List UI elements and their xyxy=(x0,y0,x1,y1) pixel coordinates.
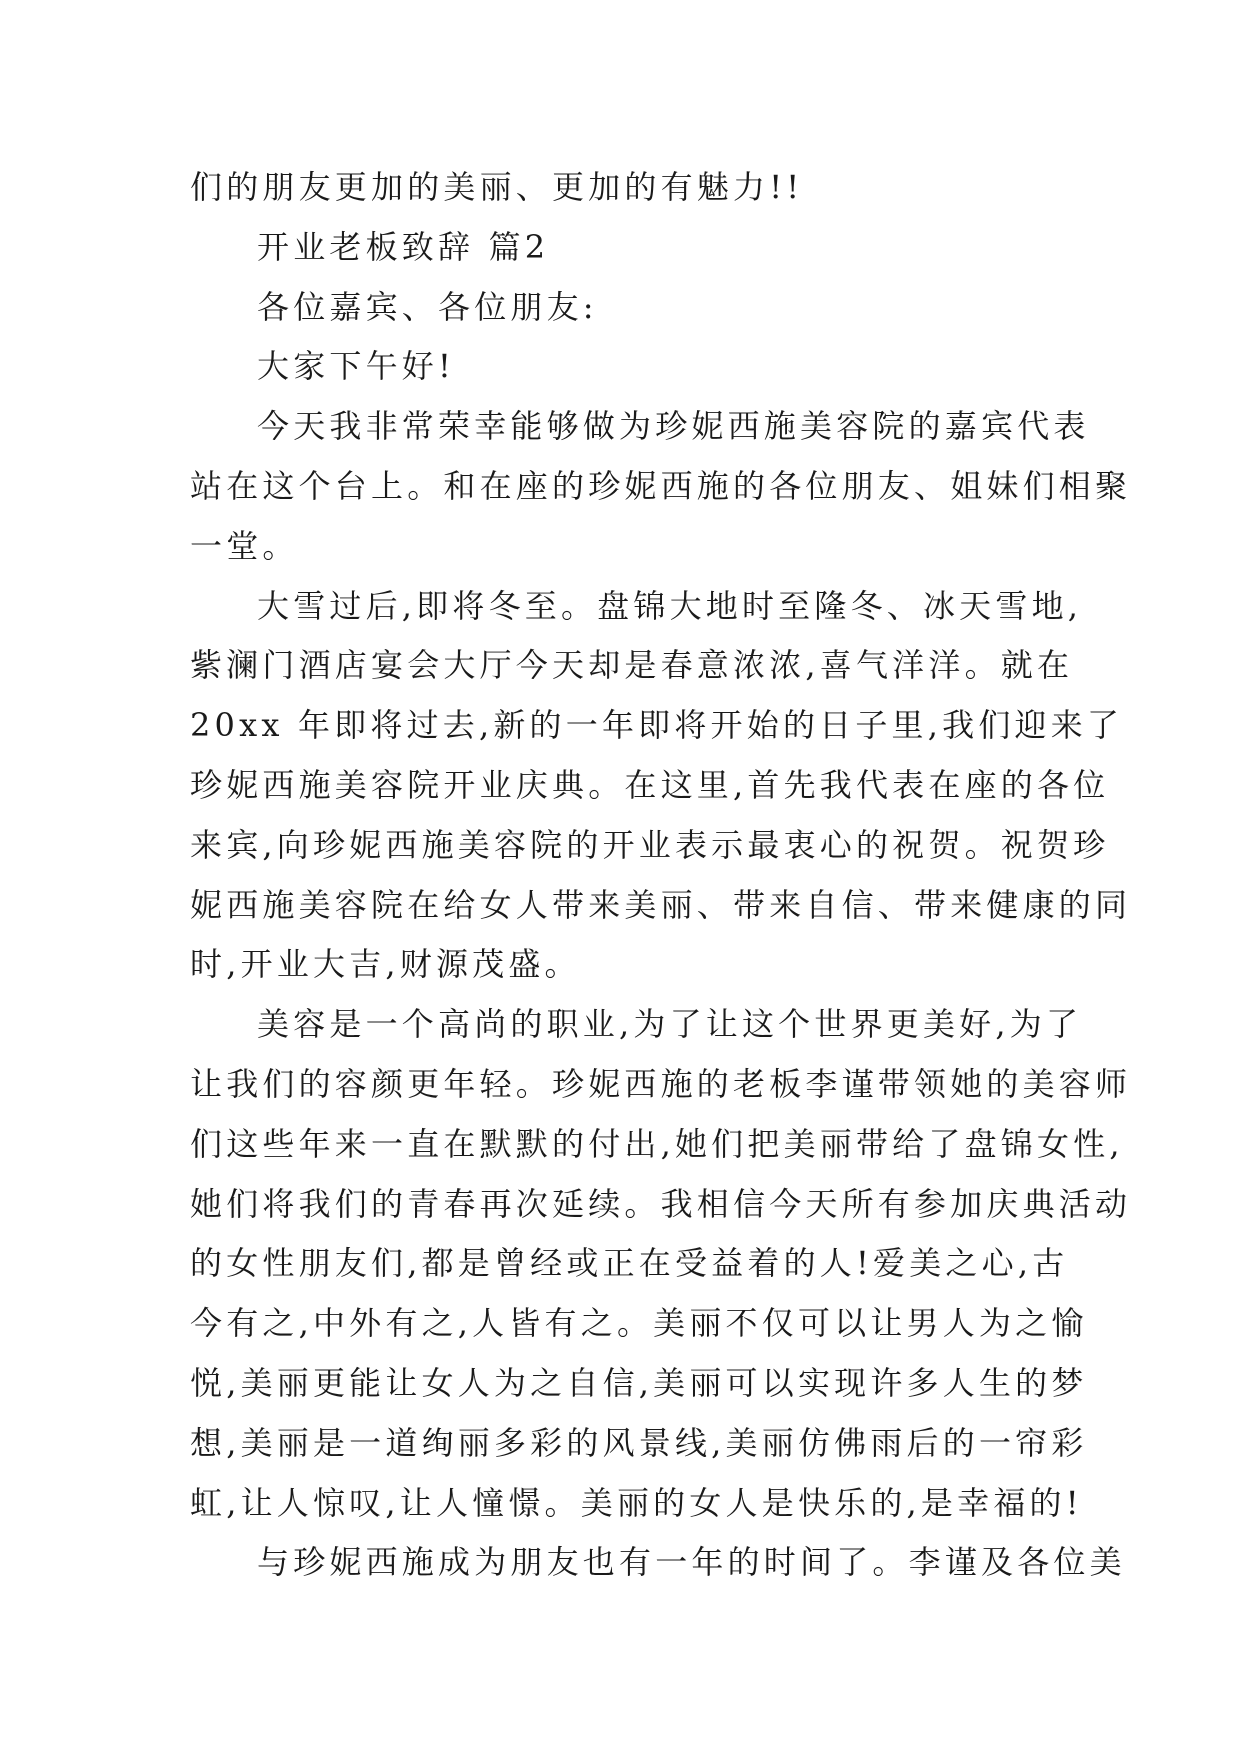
text-line: 来宾,向珍妮西施美容院的开业表示最衷心的祝贺。祝贺珍 xyxy=(190,825,1110,864)
text-line: 紫澜门酒店宴会大厅今天却是春意浓浓,喜气洋洋。就在 xyxy=(190,646,1074,685)
document-body xyxy=(190,158,1132,1593)
text-line: 让我们的容颜更年轻。珍妮西施的老板李谨带领她的美容师 xyxy=(190,1064,1132,1103)
greeting: 大家下午好! xyxy=(257,347,456,386)
text-line: 珍妮西施美容院开业庆典。在这里,首先我代表在座的各位 xyxy=(190,765,1110,804)
text-line: 悦,美丽更能让女人为之自信,美丽可以实现许多人生的梦 xyxy=(190,1363,1088,1402)
text-line: 时,开业大吉,财源茂盛。 xyxy=(190,945,581,984)
text-line: 美容是一个高尚的职业,为了让这个世界更美好,为了 xyxy=(257,1005,1083,1044)
section-heading: 开业老板致辞 篇2 xyxy=(257,227,550,266)
text-line: 想,美丽是一道绚丽多彩的风景线,美丽仿佛雨后的一帘彩 xyxy=(190,1423,1088,1462)
text-line: 今天我非常荣幸能够做为珍妮西施美容院的嘉宾代表 xyxy=(257,407,1090,446)
text-line: 虹,让人惊叹,让人憧憬。美丽的女人是快乐的,是幸福的! xyxy=(190,1483,1083,1522)
text-line: 大雪过后,即将冬至。盘锦大地时至隆冬、冰天雪地, xyxy=(257,586,1083,625)
salutation: 各位嘉宾、各位朋友: xyxy=(257,287,598,326)
text-line: 一堂。 xyxy=(190,526,299,565)
text-line: 与珍妮西施成为朋友也有一年的时间了。李谨及各位美 xyxy=(257,1543,1126,1582)
text-line: 的女性朋友们,都是曾经或正在受益着的人!爱美之心,古 xyxy=(190,1244,1069,1283)
text-line: 站在这个台上。和在座的珍妮西施的各位朋友、姐妹们相聚 xyxy=(190,466,1132,505)
text-line: 们这些年来一直在默默的付出,她们把美丽带给了盘锦女性, xyxy=(190,1124,1124,1163)
text-line: 们的朋友更加的美丽、更加的有魅力!! xyxy=(190,168,804,206)
text-line: 妮西施美容院在给女人带来美丽、带来自信、带来健康的同 xyxy=(190,885,1132,924)
text-line: 今有之,中外有之,人皆有之。美丽不仅可以让男人为之愉 xyxy=(190,1304,1088,1343)
text-line: 20xx 年即将过去,新的一年即将开始的日子里,我们迎来了 xyxy=(190,706,1124,745)
text-line: 她们将我们的青春再次延续。我相信今天所有参加庆典活动 xyxy=(190,1184,1132,1223)
